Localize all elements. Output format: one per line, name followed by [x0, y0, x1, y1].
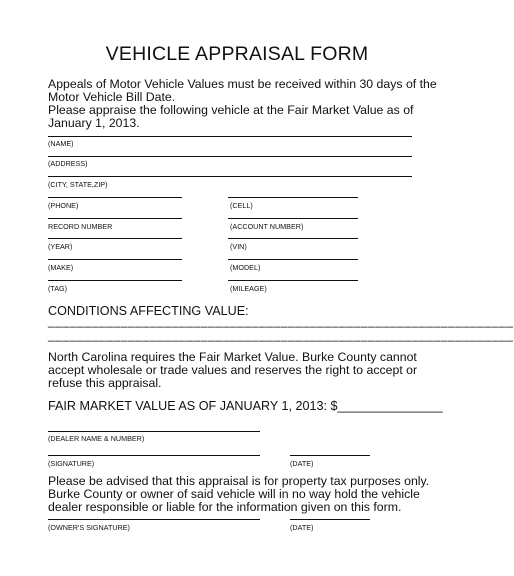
- model-line[interactable]: [228, 259, 358, 260]
- model-label: (MODEL): [230, 263, 261, 272]
- address-label: (ADDRESS): [48, 159, 88, 168]
- vin-label: (VIN): [230, 242, 247, 251]
- mileage-line[interactable]: [228, 280, 358, 281]
- name-label: (NAME): [48, 139, 74, 148]
- vin-line[interactable]: [228, 238, 358, 239]
- date-line[interactable]: [290, 455, 370, 456]
- name-line[interactable]: [48, 136, 412, 137]
- cell-label: (CELL): [230, 201, 253, 210]
- dealer-line[interactable]: [48, 431, 260, 432]
- address-line[interactable]: [48, 156, 412, 157]
- signature-label: (SIGNATURE): [48, 459, 95, 468]
- signature-line[interactable]: [48, 455, 260, 456]
- phone-line[interactable]: [48, 197, 182, 198]
- city-state-zip-label: (CITY, STATE,ZIP): [48, 180, 108, 189]
- dealer-label: (DEALER NAME & NUMBER): [48, 434, 145, 443]
- owner-signature-line[interactable]: [48, 519, 260, 520]
- nc-fair-market-notice: North Carolina requires the Fair Market Value. Burke County cannot accept wholesale or trade values and reserves the right to accept or refuse this appraisal.: [48, 350, 418, 391]
- tag-line[interactable]: [48, 280, 182, 281]
- year-line[interactable]: [48, 238, 182, 239]
- city-state-zip-line[interactable]: [48, 176, 412, 177]
- fmv-label: FAIR MARKET VALUE AS OF JANUARY 1, 2013: $: [48, 399, 338, 413]
- owner-signature-label: (OWNER'S SIGNATURE): [48, 523, 130, 532]
- owner-date-line[interactable]: [290, 519, 370, 520]
- tag-label: (TAG): [48, 284, 68, 293]
- account-number-line[interactable]: [228, 218, 358, 219]
- conditions-line-2[interactable]: ________________________________________________________________: [48, 328, 514, 342]
- appraise-instruction: Please appraise the following vehicle at the Fair Market Value as of January 1, 2013.: [48, 103, 414, 131]
- make-label: (MAKE): [48, 263, 74, 272]
- phone-label: (PHONE): [48, 201, 79, 210]
- advisory-notice: Please be advised that this appraisal is for property tax purposes only. Burke County or owner of said vehicle will in no way hold the vehicle dealer responsible or liable for the information given on this form.: [48, 474, 430, 515]
- cell-line[interactable]: [228, 197, 358, 198]
- fmv-amount-blank[interactable]: _______________: [337, 399, 443, 413]
- year-label: (YEAR): [48, 242, 73, 251]
- owner-date-label: (DATE): [290, 523, 314, 532]
- appeal-notice: Appeals of Motor Vehicle Values must be received within 30 days of the Motor Vehicle Bill Date.: [48, 77, 437, 105]
- date-label: (DATE): [290, 459, 314, 468]
- record-number-label: RECORD NUMBER: [48, 222, 113, 231]
- make-line[interactable]: [48, 259, 182, 260]
- page-title: VEHICLE APPRAISAL FORM: [105, 43, 369, 65]
- record-number-line[interactable]: [48, 218, 182, 219]
- conditions-line-1[interactable]: ________________________________________________________________: [48, 314, 514, 328]
- account-number-label: (ACCOUNT NUMBER): [230, 222, 304, 231]
- conditions-heading: CONDITIONS AFFECTING VALUE:: [48, 304, 249, 318]
- mileage-label: (MILEAGE): [230, 284, 267, 293]
- fmv-row: [48, 399, 443, 413]
